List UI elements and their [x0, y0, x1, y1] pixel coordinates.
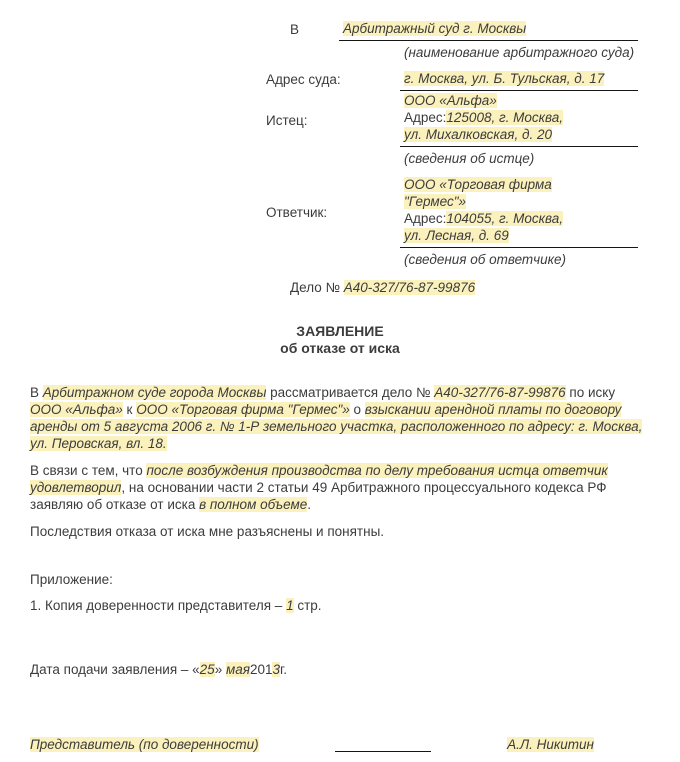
court-header-block	[266, 0, 638, 296]
static-text: стр.	[293, 598, 322, 613]
highlighted-field-text: г. Москва, ул. Б. Тульская, д. 17	[404, 71, 605, 86]
static-text: г.	[280, 662, 288, 677]
signature-line	[335, 737, 431, 752]
static-text: .	[307, 497, 311, 512]
highlighted-field-text: Представитель (по доверенности)	[30, 737, 259, 752]
court-caption: (наименование арбитражного суда)	[404, 45, 635, 60]
highlighted-field-text: ул. Лесная, д. 69	[404, 228, 509, 243]
court-address-label: Адрес суда:	[266, 72, 341, 87]
plaintiff-caption: (сведения об истце)	[404, 151, 535, 166]
highlighted-field-text: ООО «Альфа»	[404, 93, 497, 108]
court-row	[266, 20, 638, 41]
plaintiff-address-line-1	[404, 109, 638, 126]
static-text: Дело №	[290, 280, 344, 295]
court-label: В	[290, 22, 300, 37]
static-text: Адрес:	[404, 211, 447, 226]
highlighted-field-text: 3	[272, 662, 280, 677]
highlighted-field-text: мая	[225, 662, 250, 677]
defendant-address-line-2	[404, 227, 638, 244]
static-text: о	[349, 402, 365, 417]
title-line-1: ЗАЯВЛЕНИЕ	[296, 323, 384, 339]
static-text: В	[30, 385, 43, 400]
static-text: к	[122, 402, 137, 417]
highlighted-field-text: Арбитражном суде города Москвы	[42, 385, 267, 400]
paragraph-consequences	[30, 523, 650, 540]
defendant-name-line-1	[404, 176, 638, 193]
title-line-2: об отказе от иска	[280, 340, 400, 356]
appendix-heading: Приложение:	[30, 572, 113, 587]
defendant-row	[266, 176, 638, 248]
plaintiff-caption-row	[266, 150, 638, 167]
highlighted-field-text: 1	[286, 598, 294, 613]
static-text: , на основании части 2 статьи 49 Арбитражного процессуального кодекса РФ заявляю об отказе от иска	[30, 480, 607, 512]
static-text: Адрес:	[404, 110, 447, 125]
static-text: В связи с тем, что	[30, 463, 147, 478]
court-address-field	[400, 70, 638, 91]
plaintiff-row	[266, 92, 638, 147]
plaintiff-field	[400, 92, 638, 147]
plaintiff-label: Истец:	[266, 112, 308, 128]
case-number-line	[290, 279, 638, 296]
highlighted-field-text: в полном объеме	[199, 497, 308, 512]
static-text: 1. Копия доверенности представителя –	[30, 598, 287, 613]
defendant-field	[400, 176, 638, 248]
court-address-row	[266, 70, 638, 91]
static-text: Последствия отказа от иска мне разъяснены и понятны.	[30, 524, 385, 539]
highlighted-field-text: А40-327/76-87-99876	[343, 280, 476, 295]
static-text: Дата подачи заявления – «	[30, 662, 200, 677]
plaintiff-address-line-2	[404, 126, 638, 143]
defendant-caption-row	[266, 251, 638, 268]
signature-name	[507, 736, 594, 753]
highlighted-field-text: 104055, г. Москва,	[446, 211, 564, 226]
document-title	[0, 323, 680, 357]
paragraph-withdrawal-statement	[30, 462, 650, 513]
static-text: »	[214, 662, 226, 677]
highlighted-field-text: после возбуждения производства по делу требования истца ответчик удовлетворил	[30, 463, 608, 495]
plaintiff-name-line	[404, 92, 638, 109]
static-text: рассматривается дело №	[266, 385, 435, 400]
court-name-field	[339, 20, 638, 41]
filing-date-line	[30, 661, 650, 678]
document-body	[30, 384, 650, 678]
highlighted-field-text: ООО «Альфа»	[30, 402, 123, 417]
highlighted-field-text: ул. Михалковская, д. 20	[404, 127, 552, 142]
static-text: 201	[249, 662, 273, 677]
static-text: по иску	[565, 385, 616, 400]
highlighted-field-text: 125008, г. Москва,	[446, 110, 564, 125]
highlighted-field-text: Арбитражный суд г. Москвы	[343, 21, 527, 36]
signature-role	[30, 736, 259, 753]
highlighted-field-text: А.Л. Никитин	[507, 737, 594, 752]
signature-row	[30, 736, 594, 753]
court-caption-row	[266, 44, 638, 61]
defendant-name-line-2	[404, 193, 638, 210]
highlighted-field-text: ООО «Торговая фирма	[404, 177, 552, 192]
highlighted-field-text: 25	[199, 662, 215, 677]
highlighted-field-text: ООО «Торговая фирма "Гермес"»	[136, 402, 350, 417]
highlighted-field-text: взыскании арендной платы по договору аренды от 5 августа 2006 г. № 1-Р земельного участка, расположенного по адресу: г. Москва, ул. Перовская, вл. 18.	[30, 402, 643, 451]
paragraph-case-description	[30, 384, 650, 452]
defendant-caption: (сведения об ответчике)	[404, 252, 567, 267]
defendant-label: Ответчик:	[266, 205, 328, 220]
highlighted-field-text: "Гермес"»	[404, 194, 467, 209]
defendant-address-line-1	[404, 210, 638, 227]
highlighted-field-text: А40-327/76-87-99876	[434, 385, 566, 400]
appendix-item	[30, 597, 650, 614]
